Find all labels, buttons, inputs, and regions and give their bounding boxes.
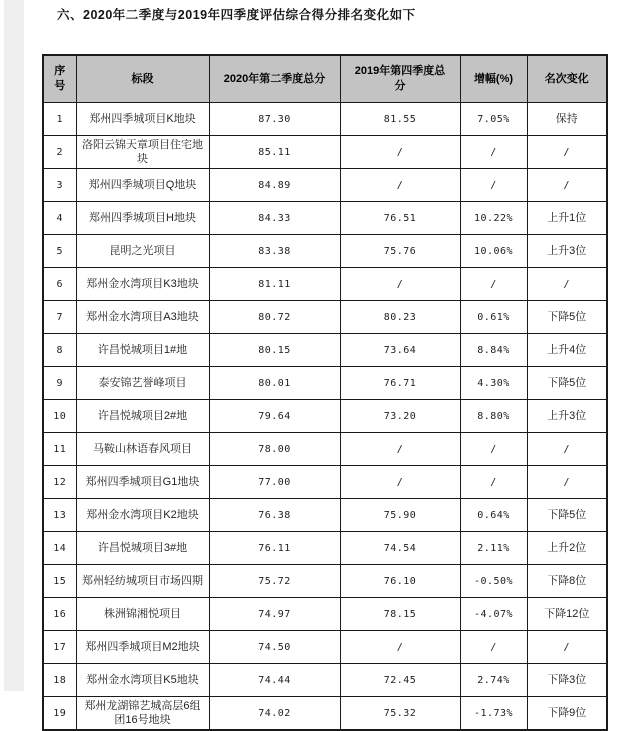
cell-increase: / <box>460 268 527 301</box>
cell-increase: / <box>460 631 527 664</box>
column-header: 序号 <box>43 55 76 103</box>
cell-section-name: 许昌悦城项目2#地 <box>76 400 209 433</box>
cell-score-2020q2: 79.64 <box>209 400 340 433</box>
cell-score-2019q4: / <box>340 466 460 499</box>
cell-score-2019q4: 75.76 <box>340 235 460 268</box>
table-row <box>43 697 607 731</box>
cell-increase: 7.05% <box>460 103 527 136</box>
cell-score-2020q2: 81.11 <box>209 268 340 301</box>
cell-rank-change: 上升3位 <box>527 235 607 268</box>
cell-score-2020q2: 76.11 <box>209 532 340 565</box>
cell-rank-change: / <box>527 136 607 169</box>
table-row <box>43 433 607 466</box>
cell-score-2019q4: 75.90 <box>340 499 460 532</box>
cell-rank: 8 <box>43 334 76 367</box>
table-row <box>43 598 607 631</box>
cell-rank-change: / <box>527 169 607 202</box>
cell-rank: 19 <box>43 697 76 731</box>
cell-section-name: 郑州四季城项目M2地块 <box>76 631 209 664</box>
cell-section-name: 郑州金水湾项目K5地块 <box>76 664 209 697</box>
cell-score-2019q4: 76.71 <box>340 367 460 400</box>
cell-score-2019q4: 76.10 <box>340 565 460 598</box>
cell-rank: 7 <box>43 301 76 334</box>
page-title: 六、2020年二季度与2019年四季度评估综合得分排名变化如下 <box>57 8 416 22</box>
cell-increase: 8.84% <box>460 334 527 367</box>
cell-score-2020q2: 84.33 <box>209 202 340 235</box>
cell-score-2019q4: / <box>340 433 460 466</box>
page-margin <box>4 0 24 691</box>
cell-score-2019q4: 76.51 <box>340 202 460 235</box>
cell-section-name: 洛阳云锦天章项目住宅地块 <box>76 136 209 169</box>
cell-rank: 18 <box>43 664 76 697</box>
table-row <box>43 268 607 301</box>
cell-score-2020q2: 80.15 <box>209 334 340 367</box>
cell-score-2020q2: 84.89 <box>209 169 340 202</box>
cell-score-2020q2: 85.11 <box>209 136 340 169</box>
cell-rank-change: 下降8位 <box>527 565 607 598</box>
table-row <box>43 466 607 499</box>
cell-score-2020q2: 78.00 <box>209 433 340 466</box>
cell-rank: 14 <box>43 532 76 565</box>
table-row <box>43 499 607 532</box>
cell-section-name: 郑州金水湾项目A3地块 <box>76 301 209 334</box>
cell-section-name: 郑州轻纺城项目市场四期 <box>76 565 209 598</box>
cell-score-2019q4: 78.15 <box>340 598 460 631</box>
cell-rank: 15 <box>43 565 76 598</box>
table-row <box>43 202 607 235</box>
table-row <box>43 400 607 433</box>
cell-score-2019q4: / <box>340 631 460 664</box>
cell-increase: / <box>460 433 527 466</box>
cell-score-2019q4: / <box>340 136 460 169</box>
column-header: 2019年第四季度总分 <box>340 55 460 103</box>
cell-section-name: 许昌悦城项目3#地 <box>76 532 209 565</box>
cell-increase: 0.64% <box>460 499 527 532</box>
cell-section-name: 郑州四季城项目H地块 <box>76 202 209 235</box>
table-row <box>43 136 607 169</box>
cell-section-name: 郑州四季城项目G1地块 <box>76 466 209 499</box>
cell-increase: 8.80% <box>460 400 527 433</box>
cell-rank-change: 上升3位 <box>527 400 607 433</box>
cell-score-2020q2: 74.50 <box>209 631 340 664</box>
table-row <box>43 301 607 334</box>
cell-section-name: 泰安锦艺誉峰项目 <box>76 367 209 400</box>
cell-score-2020q2: 76.38 <box>209 499 340 532</box>
cell-rank-change: / <box>527 433 607 466</box>
cell-rank: 1 <box>43 103 76 136</box>
cell-rank: 12 <box>43 466 76 499</box>
cell-score-2020q2: 83.38 <box>209 235 340 268</box>
cell-section-name: 郑州龙湖锦艺城高层6组团16号地块 <box>76 697 209 731</box>
cell-increase: / <box>460 136 527 169</box>
cell-section-name: 郑州四季城项目Q地块 <box>76 169 209 202</box>
table-row <box>43 334 607 367</box>
cell-section-name: 许昌悦城项目1#地 <box>76 334 209 367</box>
cell-score-2019q4: 80.23 <box>340 301 460 334</box>
cell-section-name: 郑州金水湾项目K2地块 <box>76 499 209 532</box>
cell-rank-change: / <box>527 268 607 301</box>
cell-score-2020q2: 80.01 <box>209 367 340 400</box>
cell-rank: 11 <box>43 433 76 466</box>
cell-rank-change: 下降12位 <box>527 598 607 631</box>
table-row <box>43 169 607 202</box>
cell-rank: 4 <box>43 202 76 235</box>
cell-score-2019q4: 74.54 <box>340 532 460 565</box>
cell-increase: 10.06% <box>460 235 527 268</box>
cell-score-2020q2: 74.44 <box>209 664 340 697</box>
table-row <box>43 367 607 400</box>
cell-increase: 2.11% <box>460 532 527 565</box>
cell-section-name: 郑州金水湾项目K3地块 <box>76 268 209 301</box>
cell-increase: 0.61% <box>460 301 527 334</box>
cell-increase: 2.74% <box>460 664 527 697</box>
cell-rank-change: / <box>527 631 607 664</box>
column-header: 名次变化 <box>527 55 607 103</box>
cell-score-2020q2: 80.72 <box>209 301 340 334</box>
cell-score-2019q4: 75.32 <box>340 697 460 731</box>
cell-rank: 17 <box>43 631 76 664</box>
table-row <box>43 565 607 598</box>
cell-increase: -4.07% <box>460 598 527 631</box>
cell-section-name: 株洲锦湘悦项目 <box>76 598 209 631</box>
table-row <box>43 103 607 136</box>
cell-score-2019q4: 72.45 <box>340 664 460 697</box>
cell-rank: 5 <box>43 235 76 268</box>
cell-section-name: 马鞍山林语春风项目 <box>76 433 209 466</box>
cell-rank-change: 下降5位 <box>527 499 607 532</box>
column-header: 2020年第二季度总分 <box>209 55 340 103</box>
cell-rank: 2 <box>43 136 76 169</box>
cell-rank: 13 <box>43 499 76 532</box>
column-header: 增幅(%) <box>460 55 527 103</box>
cell-section-name: 郑州四季城项目K地块 <box>76 103 209 136</box>
cell-rank-change: 上升1位 <box>527 202 607 235</box>
cell-rank-change: 上升4位 <box>527 334 607 367</box>
cell-increase: -0.50% <box>460 565 527 598</box>
table-row <box>43 631 607 664</box>
cell-increase: / <box>460 466 527 499</box>
cell-score-2020q2: 77.00 <box>209 466 340 499</box>
cell-rank-change: 下降5位 <box>527 367 607 400</box>
cell-score-2019q4: 81.55 <box>340 103 460 136</box>
cell-increase: 10.22% <box>460 202 527 235</box>
cell-rank-change: / <box>527 466 607 499</box>
cell-score-2020q2: 87.30 <box>209 103 340 136</box>
cell-rank-change: 下降9位 <box>527 697 607 731</box>
cell-increase: 4.30% <box>460 367 527 400</box>
cell-rank: 16 <box>43 598 76 631</box>
table-row <box>43 664 607 697</box>
cell-rank: 3 <box>43 169 76 202</box>
cell-rank: 9 <box>43 367 76 400</box>
cell-score-2019q4: 73.64 <box>340 334 460 367</box>
score-ranking-table <box>42 54 608 731</box>
cell-score-2020q2: 74.02 <box>209 697 340 731</box>
cell-rank-change: 下降5位 <box>527 301 607 334</box>
column-header: 标段 <box>76 55 209 103</box>
cell-rank-change: 下降3位 <box>527 664 607 697</box>
cell-score-2019q4: 73.20 <box>340 400 460 433</box>
cell-increase: -1.73% <box>460 697 527 731</box>
cell-increase: / <box>460 169 527 202</box>
cell-rank-change: 保持 <box>527 103 607 136</box>
table-header-row <box>43 55 607 103</box>
table-row <box>43 235 607 268</box>
table-row <box>43 532 607 565</box>
cell-rank: 6 <box>43 268 76 301</box>
cell-rank-change: 上升2位 <box>527 532 607 565</box>
cell-score-2019q4: / <box>340 169 460 202</box>
cell-score-2020q2: 74.97 <box>209 598 340 631</box>
cell-score-2020q2: 75.72 <box>209 565 340 598</box>
cell-score-2019q4: / <box>340 268 460 301</box>
cell-rank: 10 <box>43 400 76 433</box>
cell-section-name: 昆明之光项目 <box>76 235 209 268</box>
